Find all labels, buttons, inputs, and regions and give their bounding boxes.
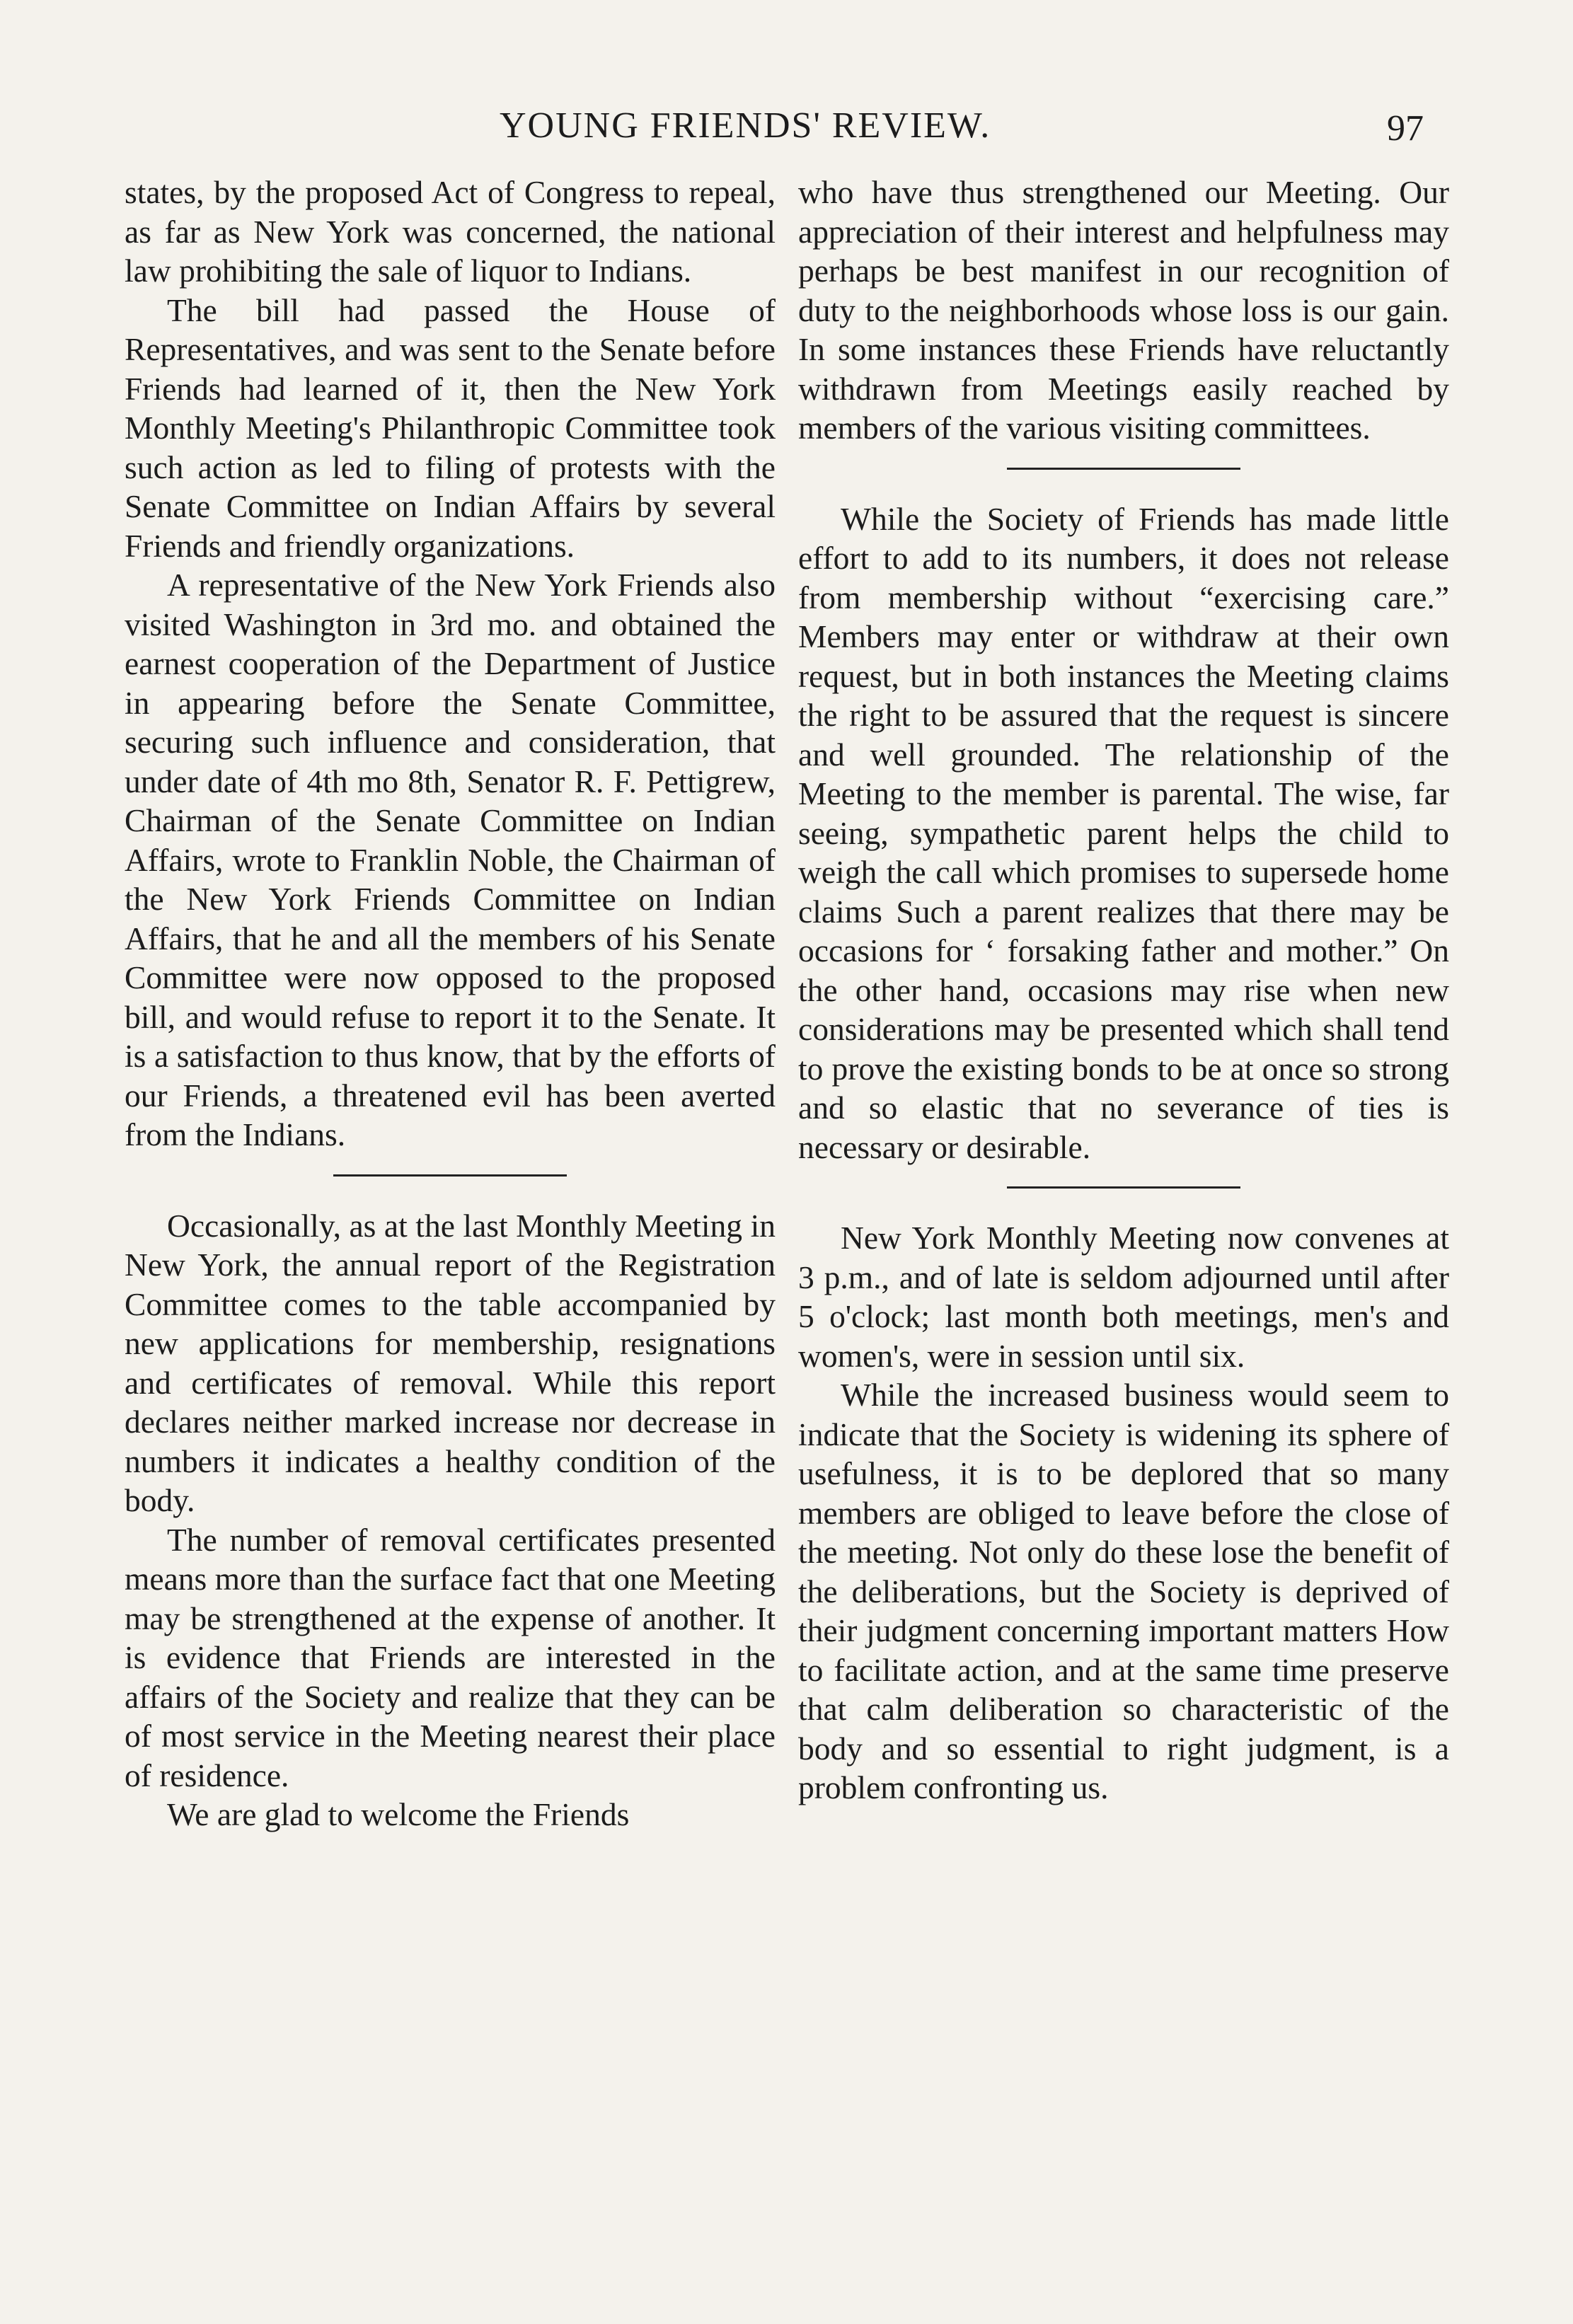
- paragraph: While the Society of Friends has made little effort to add to its numbers, it does not release from membership without “exercising care.” Members may enter or withdraw at their own request, but in both instances the Meeting claims the right to be assured that the request is sincere and well grounded. The relationship of the Meeting to the member is parental. The wise, far seeing, sympathetic parent helps the child to weigh the call which promises to supersede home claims Such a parent realizes that there may be occasions for ‘ forsaking father and mother.” On the other hand, occasions may rise when new considerations may be presented which shall tend to prove the existing bonds to be at once so strong and so elastic that no severance of ties is necessary or desirable.: [798, 500, 1449, 1165]
- page-number: 97: [1387, 108, 1424, 149]
- section-divider: [1007, 1186, 1240, 1189]
- paragraph: While the increased business would seem to indicate that the Society is widening its sphere of usefulness, it is to be deplored that so many members are obliged to leave before the close of the meeting. Not only do these lose the benefit of the deliberations, but the Society is deprived of their judgment concerning important matters How to facilitate action, and at the same time preserve that calm deliberation so characteristic of the body and so essential to right judgment, is a problem confronting us.: [798, 1377, 1449, 1805]
- paragraph: who have thus strengthened our Meeting. Our appreciation of their interest and helpfulness may perhaps be best manifest in our recognition of duty to the neighborhoods whose loss is our gain. In some instances these Friends have reluctantly withdrawn from Meetings easily reached by members of the various visiting committees.: [798, 174, 1449, 446]
- paragraph: The number of removal certificates presented means more than the surface fact that one Meeting may be strengthened at the expense of another. It is evidence that Friends are interested in the affairs of the Society and realize that they can be of most service in the Meeting nearest their place of residence.: [125, 1521, 776, 1793]
- paragraph: The bill had passed the House of Representatives, and was sent to the Senate before Friends had learned of it, then the New York Monthly Meeting's Philanthropic Committee took such action as led to filing of protests with the Senate Committee on Indian Affairs by several Friends and friendly organizations.: [125, 291, 776, 564]
- page-header: [0, 105, 1573, 161]
- paragraph: New York Monthly Meeting now convenes at 3 p.m., and of late is seldom adjourned until after 5 o'clock; last month both meetings, men's and women's, were in session until six.: [798, 1220, 1449, 1374]
- right-column: [798, 173, 1449, 1808]
- running-title: YOUNG FRIENDS' REVIEW.: [500, 105, 991, 146]
- left-column: [125, 173, 776, 1834]
- paragraph: We are glad to welcome the Friends: [167, 1796, 630, 1832]
- paragraph: states, by the proposed Act of Congress to repeal, as far as New York was concerned, the national law prohibiting the sale of liquor to Indians.: [125, 174, 776, 289]
- section-divider: [333, 1174, 567, 1177]
- paragraph: A representative of the New York Friends also visited Washington in 3rd mo. and obtained the earnest cooperation of the Department of Justice in appearing before the Senate Committee, securing such influence and consideration, that under date of 4th mo 8th, Senator R. F. Pettigrew, Chairman of the Senate Committee on Indian Affairs, wrote to Franklin Noble, the Chairman of the New York Friends Committee on Indian Affairs, that he and all the members of his Senate Committee were now opposed to the proposed bill, and would refuse to report it to the Senate. It is a satisfaction to thus know, that by the efforts of our Friends, a threatened evil has been averted from the Indians.: [125, 567, 776, 1152]
- section-divider: [1007, 468, 1240, 470]
- paragraph: Occasionally, as at the last Monthly Meeting in New York, the annual report of the Registration Committee comes to the table accompanied by new applications for membership, resignations and certificates of removal. While this report declares neither marked increase nor decrease in numbers it indicates a healthy condition of the body.: [125, 1207, 776, 1518]
